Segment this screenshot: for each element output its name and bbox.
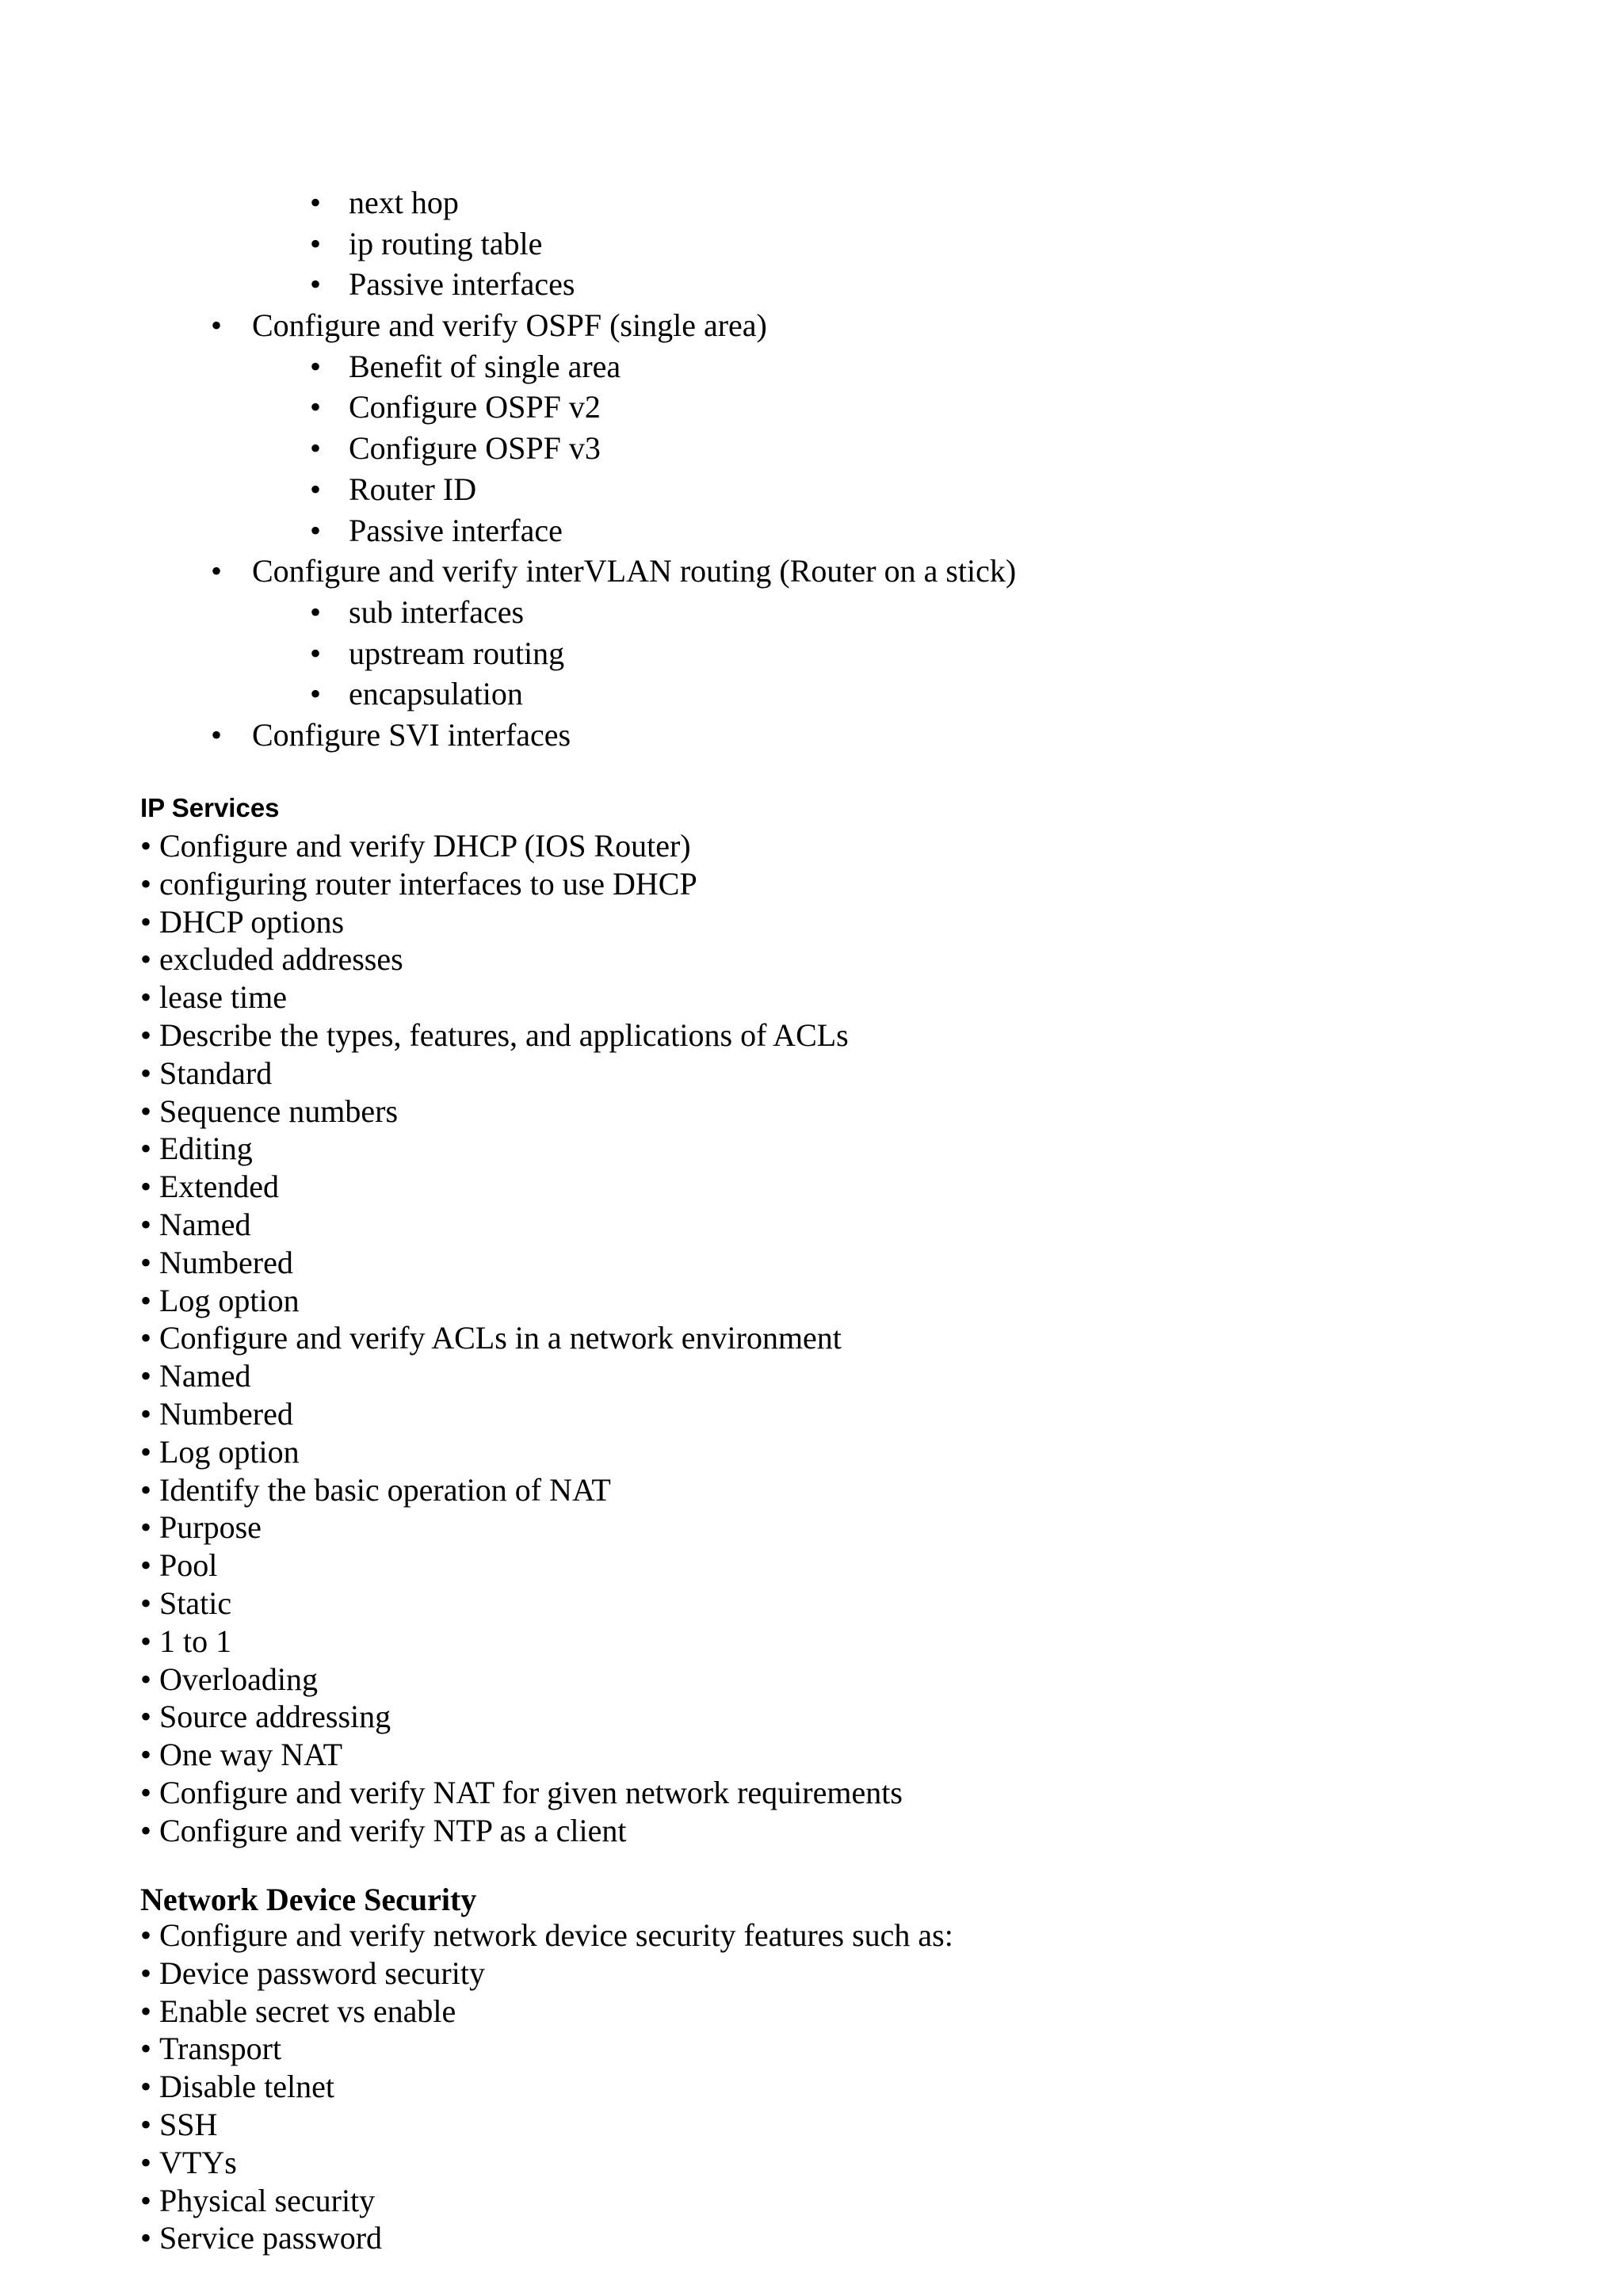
- outline-subitem: [0, 592, 1623, 633]
- outline-item-text: next hop: [349, 185, 459, 220]
- list-item-text: 1 to 1: [159, 1623, 232, 1659]
- outline-subitem: [0, 346, 1623, 387]
- bullet-icon: •: [140, 828, 152, 864]
- outline-item-text: encapsulation: [349, 676, 523, 712]
- list-item-text: Configure and verify NTP as a client: [159, 1812, 627, 1848]
- bullet-icon: •: [140, 1206, 152, 1242]
- bullet-icon: •: [140, 1169, 152, 1205]
- outline-subitem: [0, 469, 1623, 510]
- list-item: [140, 2219, 1567, 2257]
- outline-subitem: [0, 387, 1623, 428]
- list-item-text: Pool: [159, 1547, 218, 1584]
- bullet-icon: •: [140, 2031, 152, 2067]
- bullet-icon: •: [140, 1955, 152, 1991]
- bullet-icon: •: [140, 1358, 152, 1394]
- bullet-icon: •: [211, 553, 223, 589]
- bullet-icon: •: [211, 307, 223, 344]
- bullet-icon: •: [140, 1433, 152, 1470]
- routing-outline-list: [0, 182, 1623, 756]
- list-item: [140, 1955, 1567, 1993]
- list-item: [140, 865, 1567, 903]
- bullet-icon: •: [140, 1623, 152, 1659]
- bullet-icon: •: [310, 225, 322, 261]
- bullet-icon: •: [310, 430, 322, 467]
- list-item-text: VTYs: [159, 2144, 237, 2180]
- outline-item-text: Benefit of single area: [349, 348, 621, 384]
- list-item-text: configuring router interfaces to use DHCP: [159, 865, 697, 902]
- list-item-text: Named: [159, 1206, 251, 1242]
- bullet-icon: •: [140, 1093, 152, 1129]
- bullet-icon: •: [140, 865, 152, 902]
- list-item-text: lease time: [159, 979, 288, 1016]
- bullet-icon: •: [140, 941, 152, 978]
- list-item: [140, 1917, 1567, 1955]
- bullet-icon: •: [310, 676, 322, 712]
- list-item-text: Numbered: [159, 1395, 293, 1432]
- bullet-icon: •: [140, 1737, 152, 1773]
- section-heading-network-device-security: Network Device Security: [140, 1882, 477, 1917]
- bullet-icon: •: [140, 1055, 152, 1091]
- list-item: [140, 1585, 1567, 1623]
- bullet-icon: •: [310, 389, 322, 425]
- list-item: [140, 1774, 1567, 1812]
- bullet-icon: •: [140, 1016, 152, 1053]
- list-item: [140, 1433, 1567, 1471]
- bullet-icon: •: [140, 2182, 152, 2218]
- bullet-icon: •: [140, 903, 152, 940]
- outline-subitem: [0, 510, 1623, 551]
- outline-item-text: Configure and verify interVLAN routing (Router on a stick): [252, 553, 1017, 589]
- list-item-text: DHCP options: [159, 903, 345, 940]
- list-item: [140, 2030, 1567, 2068]
- bullet-icon: •: [140, 1917, 152, 1953]
- outline-subitem: [0, 264, 1623, 305]
- bullet-icon: •: [310, 266, 322, 303]
- outline-item: [0, 715, 1623, 756]
- bullet-icon: •: [140, 1244, 152, 1280]
- bullet-icon: •: [140, 1585, 152, 1621]
- bullet-icon: •: [140, 1131, 152, 1167]
- outline-item-text: Passive interfaces: [349, 266, 575, 303]
- list-item: [140, 1206, 1567, 1244]
- bullet-icon: •: [140, 1812, 152, 1848]
- bullet-icon: •: [140, 1509, 152, 1546]
- list-item: [140, 1093, 1567, 1131]
- list-item: [140, 1282, 1567, 1320]
- bullet-icon: •: [310, 471, 322, 507]
- outline-item-text: Configure SVI interfaces: [252, 716, 571, 753]
- list-item: [140, 1661, 1567, 1699]
- outline-subitem: [0, 182, 1623, 223]
- list-item: [140, 1508, 1567, 1547]
- outline-item-text: ip routing table: [349, 225, 543, 261]
- list-item-text: Sequence numbers: [159, 1093, 399, 1129]
- list-item-text: Disable telnet: [159, 2069, 335, 2105]
- list-item-text: excluded addresses: [159, 941, 403, 978]
- bullet-icon: •: [140, 1993, 152, 2029]
- outline-item-text: Configure OSPF v3: [349, 430, 601, 467]
- list-item-text: Configure and verify DHCP (IOS Router): [159, 828, 691, 864]
- outline-item-text: Configure OSPF v2: [349, 389, 601, 425]
- bullet-icon: •: [310, 635, 322, 671]
- list-item-text: Static: [159, 1585, 232, 1621]
- list-item: [140, 1623, 1567, 1661]
- list-item: [140, 940, 1567, 978]
- bullet-icon: •: [140, 2106, 152, 2142]
- bullet-icon: •: [310, 185, 322, 220]
- outline-subitem: [0, 223, 1623, 265]
- list-item: [140, 1244, 1567, 1282]
- list-item: [140, 1547, 1567, 1585]
- outline-item: [0, 305, 1623, 346]
- list-item: [140, 1698, 1567, 1736]
- list-item-text: Service password: [159, 2220, 383, 2256]
- list-item: [140, 1812, 1567, 1850]
- bullet-icon: •: [140, 979, 152, 1016]
- bullet-icon: •: [140, 1661, 152, 1697]
- list-item: [140, 2144, 1567, 2182]
- list-item: [140, 903, 1567, 941]
- bullet-icon: •: [140, 2069, 152, 2105]
- list-item: [140, 1055, 1567, 1093]
- list-item: [140, 2068, 1567, 2106]
- list-item: [140, 1016, 1567, 1055]
- list-item: [140, 1993, 1567, 2031]
- bullet-icon: •: [140, 1699, 152, 1735]
- bullet-icon: •: [310, 348, 322, 384]
- bullet-icon: •: [140, 1282, 152, 1318]
- outline-subitem: [0, 428, 1623, 469]
- list-item-text: Physical security: [159, 2182, 376, 2218]
- list-item: [140, 1471, 1567, 1509]
- list-item-text: One way NAT: [159, 1737, 343, 1773]
- outline-subitem: [0, 633, 1623, 674]
- list-item-text: SSH: [159, 2106, 218, 2142]
- section-heading-ip-services: IP Services: [140, 793, 280, 822]
- outline-item-text: Configure and verify OSPF (single area): [252, 307, 767, 344]
- list-item-text: Overloading: [159, 1661, 318, 1697]
- list-item: [140, 1168, 1567, 1206]
- list-item: [140, 1736, 1567, 1774]
- outline-subitem: [0, 673, 1623, 715]
- list-item: [140, 1357, 1567, 1395]
- list-item: [140, 1319, 1567, 1357]
- list-item: [140, 978, 1567, 1016]
- list-item-text: Log option: [159, 1433, 300, 1470]
- network-device-security-list: [140, 1917, 1567, 2257]
- list-item-text: Configure and verify NAT for given network requirements: [159, 1774, 903, 1810]
- list-item-text: Enable secret vs enable: [159, 1993, 456, 2029]
- outline-item: [0, 551, 1623, 592]
- bullet-icon: •: [140, 1547, 152, 1584]
- list-item-text: Extended: [159, 1169, 280, 1205]
- list-item: [140, 1130, 1567, 1168]
- list-item-text: Named: [159, 1358, 251, 1394]
- bullet-icon: •: [140, 2144, 152, 2180]
- list-item-text: Identify the basic operation of NAT: [159, 1471, 611, 1508]
- bullet-icon: •: [310, 593, 322, 630]
- list-item-text: Configure and verify ACLs in a network environment: [159, 1320, 842, 1356]
- outline-item-text: Passive interface: [349, 512, 563, 548]
- outline-item-text: Router ID: [349, 471, 477, 507]
- bullet-icon: •: [140, 1774, 152, 1810]
- list-item-text: Device password security: [159, 1955, 485, 1991]
- list-item-text: Standard: [159, 1055, 273, 1091]
- ip-services-list: [140, 827, 1567, 1850]
- bullet-icon: •: [211, 716, 223, 753]
- bullet-icon: •: [140, 1471, 152, 1508]
- list-item-text: Log option: [159, 1282, 300, 1318]
- bullet-icon: •: [310, 512, 322, 548]
- bullet-icon: •: [140, 1395, 152, 1432]
- list-item-text: Purpose: [159, 1509, 262, 1546]
- bullet-icon: •: [140, 2220, 152, 2256]
- list-item-text: Editing: [159, 1131, 253, 1167]
- bullet-icon: •: [140, 1320, 152, 1356]
- list-item-text: Transport: [159, 2031, 282, 2067]
- outline-item-text: upstream routing: [349, 635, 565, 671]
- list-item: [140, 1395, 1567, 1433]
- list-item: [140, 2106, 1567, 2144]
- outline-item-text: sub interfaces: [349, 593, 525, 630]
- list-item-text: Numbered: [159, 1244, 293, 1280]
- list-item: [140, 2182, 1567, 2220]
- list-item-text: Describe the types, features, and applications of ACLs: [159, 1016, 849, 1053]
- list-item-text: Source addressing: [159, 1699, 391, 1735]
- list-item-text: Configure and verify network device security features such as:: [159, 1917, 953, 1953]
- list-item: [140, 827, 1567, 865]
